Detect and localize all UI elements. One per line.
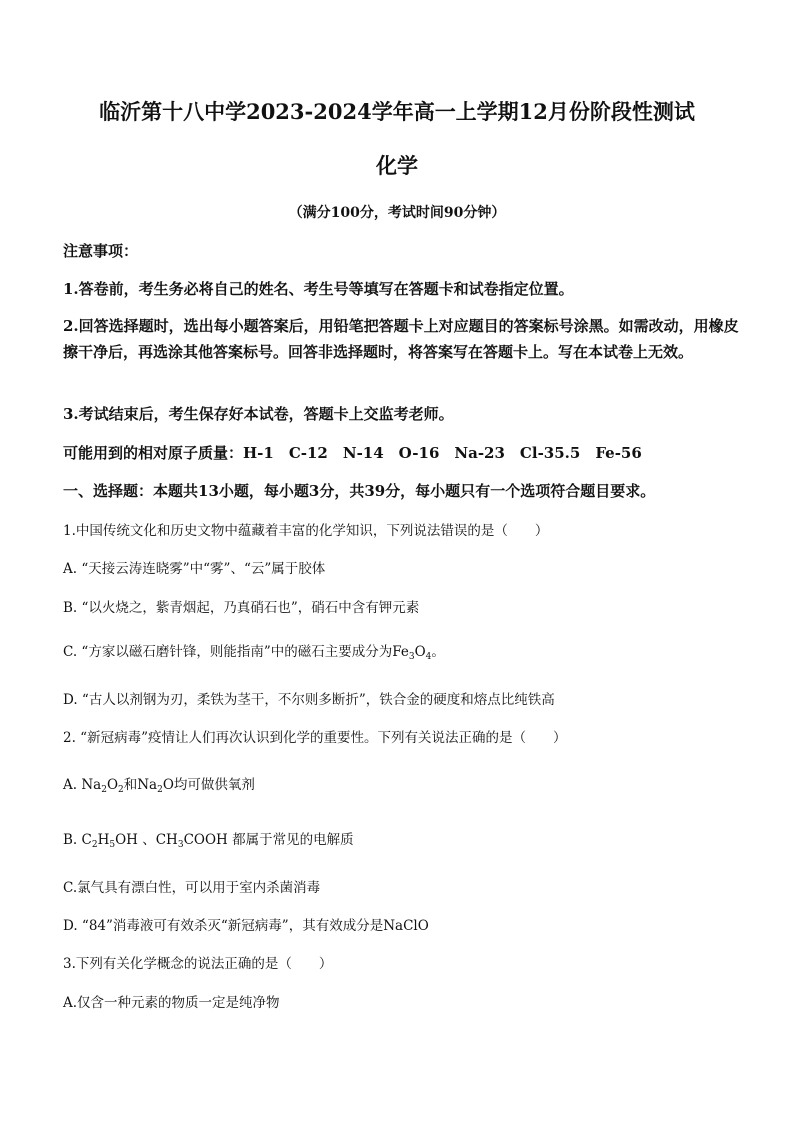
notes-item-1: 1.答卷前，考生务必将自己的姓名、考生号等填写在答题卡和试卷指定位置。 <box>63 280 574 298</box>
notes-item-3: 3.考试结束后，考生保存好本试卷，答题卡上交监考老师。 <box>63 405 454 423</box>
exam-subject: 化学 <box>376 153 418 178</box>
q1-option-d: D. “古人以剂钢为刃，柔铁为茎干，不尔则多断折”，铁合金的硬度和熔点比纯铁高 <box>63 692 555 708</box>
q1-stem: 1.中国传统文化和历史文物中蕴藏着丰富的化学知识，下列说法错误的是（ ） <box>63 523 549 539</box>
notes-heading: 注意事项： <box>63 242 139 260</box>
q2-option-a: A. $Na_2O_2$和$Na_2O$均可做供氧剂 <box>63 777 255 795</box>
q1-option-b: B. “以火烧之，紫青烟起，乃真硝石也”，硝石中含有钾元素 <box>63 600 420 616</box>
notes-item-2: 2.回答选择题时，选出每小题答案后，用铅笔把答题卡上对应题目的答案标号涂黑。如需改动，用橡皮擦干净后，再选涂其他答案标号。回答非选择题时，将答案写在答题卡上。写在本试卷上无效。 <box>63 317 739 361</box>
atomic-masses: 可能用到的相对原子质量：H-1 C-12 N-14 O-16 Na-23 Cl-35.5 Fe-56 <box>63 444 642 462</box>
q1-option-a: A. “天接云涛连晓雾”中“雾”、“云”属于胶体 <box>63 561 326 577</box>
q3-option-a: A.仅含一种元素的物质一定是纯净物 <box>63 995 280 1011</box>
score-note: （满分100分，考试时间90分钟） <box>288 205 506 221</box>
q2-option-b: B. $C_2H_5OH$ 、$CH_3COOH$ 都属于常见的电解质 <box>63 832 354 850</box>
q2-option-c: C.氯气具有漂白性，可以用于室内杀菌消毒 <box>63 880 321 896</box>
q2-stem: 2. “新冠病毒”疫情让人们再次认识到化学的重要性。下列有关说法正确的是（ ） <box>63 730 567 746</box>
exam-title: 临沂第十八中学2023-2024学年高一上学期12月份阶段性测试 <box>99 99 695 124</box>
q3-stem: 3.下列有关化学概念的说法正确的是（ ） <box>63 956 333 972</box>
q2-option-d: D. “84”消毒液可有效杀灭“新冠病毒”，其有效成分是NaClO <box>63 918 429 934</box>
section-heading: 一、选择题：本题共13小题，每小题3分，共39分，每小题只有一个选项符合题目要求。 <box>63 482 656 500</box>
q1-option-c: C. “方家以磁石磨针锋，则能指南”中的磁石主要成分为$Fe_3O_4$。 <box>63 644 445 662</box>
